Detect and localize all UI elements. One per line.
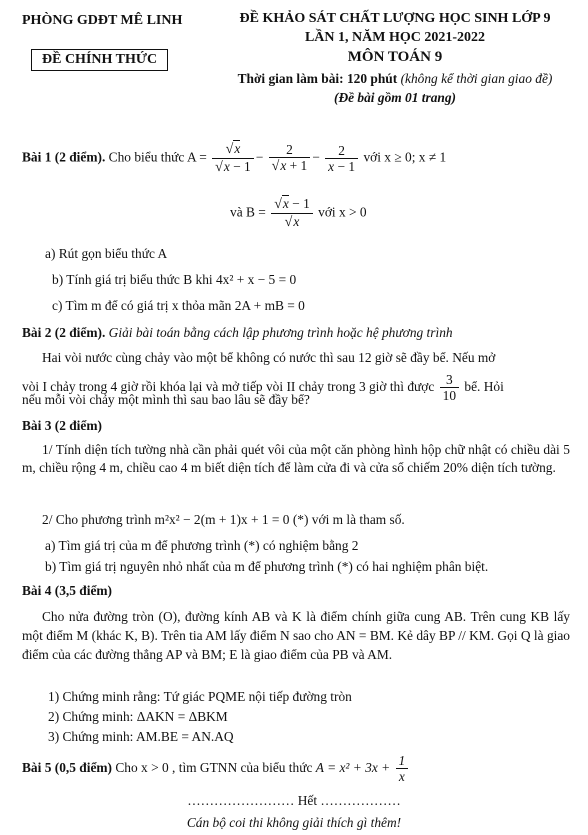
subject: MÔN TOÁN 9 <box>347 49 443 65</box>
time-line <box>205 70 585 88</box>
bai3-part-2: 2/ Cho phương trình m²x² − 2(m + 1)x + 1 = 0 (*) với m là tham số. <box>42 512 405 527</box>
fraction: $\frac{√x}{√x - 1}$ <box>212 141 254 176</box>
fraction <box>440 372 459 404</box>
fraction: $\frac{√x - 1}{√x}$ <box>271 196 313 231</box>
bai1-line-a: Bài 1 (2 điểm). Cho biểu thức A = $\frac{√x}{√x - 1}$ − $\frac{2}{√x + 1}$ − $\frac{2}{x - 1}$ với x ≥ 0; x ≠ 1 <box>22 141 447 176</box>
bai2-line-3: nếu mỗi vòi chảy một mình thì sau bao lâu sẽ đầy bể? <box>22 392 310 407</box>
page-count: (Đề bài gồm 01 trang) <box>334 90 456 105</box>
official-badge: ĐỀ CHÍNH THỨC <box>31 49 168 71</box>
bai2-subtitle: Giải bài toán bằng cách lập phương trình hoặc hệ phương trình <box>108 325 453 340</box>
invigilator-note: Cán bộ coi thi không giải thích gì thêm! <box>186 815 402 830</box>
bai1-title: Bài 1 (2 điểm). <box>22 149 106 165</box>
bai4-item-1: 1) Chứng minh rằng: Tứ giác PQME nội tiếp đường tròn <box>48 689 352 704</box>
fraction-numerator: 3 <box>440 372 459 388</box>
bai3-item-a: a) Tìm giá trị của m để phương trình (*) có nghiệm bằng 2 <box>45 538 359 553</box>
bai5-expression: A = x² + 3x + <box>315 759 391 775</box>
bai1-cond-a: với x ≥ 0; x ≠ 1 <box>363 149 447 165</box>
bai1-item-b: b) Tính giá trị biểu thức B khi 4x² + x − 5 = 0 <box>52 272 297 287</box>
bai1-intro-b: và B = <box>230 204 266 220</box>
bai2-line-1: Hai vòi nước cùng chảy vào một bể không có nước thì sau 12 giờ sẽ đầy bể. Nếu mở <box>42 350 496 365</box>
bai3-part-1: 1/ Tính diện tích tường nhà cần phải quét vôi của một căn phòng hình hộp chữ nhật có chiều dài 5 m, chiều rộng 4 m, chiều cao 4 m biết diện tích để làm cửa đi và cửa sổ chiếm 20% diện tích tường. <box>22 442 570 475</box>
fraction: $\frac{2}{√x + 1}$ <box>269 142 311 176</box>
bai1-item-a: a) Rút gọn biểu thức A <box>45 246 168 261</box>
fraction: $\frac{2}{x - 1}$ <box>325 143 358 175</box>
fraction: $\frac{1}{x}$ <box>396 753 409 785</box>
bai3-item-b: b) Tìm giá trị nguyên nhỏ nhất của m để phương trình (*) có hai nghiệm phân biệt. <box>45 559 489 574</box>
bai5-line <box>22 753 410 785</box>
time-note: (không kể thời gian giao đề) <box>400 71 553 86</box>
exam-round: LẦN 1, NĂM HỌC 2021-2022 <box>304 30 486 45</box>
bai1-line-b <box>230 196 367 231</box>
exam-title: ĐỀ KHẢO SÁT CHẤT LƯỢNG HỌC SINH LỚP 9 <box>239 11 551 26</box>
bai3-title: Bài 3 (2 điểm) <box>22 418 102 433</box>
bai4-item-3: 3) Chứng minh: AM.BE = AN.AQ <box>48 729 234 744</box>
bai5-text: Cho x > 0 , tìm GTNN của biểu thức <box>115 759 313 775</box>
time-label: Thời gian làm bài: 120 phút <box>237 71 398 86</box>
bai4-item-2: 2) Chứng minh: ΔAKN = ΔBKM <box>48 709 228 724</box>
department-name: PHÒNG GDĐT MÊ LINH <box>22 13 183 28</box>
bai2-heading <box>22 324 453 342</box>
bai4-title: Bài 4 (3,5 điểm) <box>22 583 113 598</box>
bai5-title: Bài 5 (0,5 điểm) <box>22 759 113 775</box>
bai1-item-c: c) Tìm m để có giá trị x thỏa mãn 2A + mB = 0 <box>52 298 305 313</box>
bai4-problem: Cho nửa đường tròn (O), đường kính AB và K là điểm chính giữa cung AB. Trên cung KB lấy một điểm M (khác K, B). Trên tia AM lấy điểm N sao cho AN = BM. Kẻ dây BP // KM. Gọi Q là giao điểm của các đường thẳng AP và BM; E là giao điểm của PB và AM. <box>22 609 570 663</box>
bai2-line-2-text: vòi I chảy trong 4 giờ rồi khóa lại và mở tiếp vòi II chảy trong 3 giờ thì được <box>22 378 435 394</box>
fraction-denominator: 10 <box>442 388 457 404</box>
bai2-line-2-end: bể. Hỏi <box>464 378 504 394</box>
end-marker: …………………… Hết ……………… <box>187 793 401 808</box>
bai2-title: Bài 2 (2 điểm). <box>22 325 106 340</box>
bai1-cond-b: với x > 0 <box>318 204 367 220</box>
bai1-intro: Cho biểu thức A = <box>108 149 207 165</box>
